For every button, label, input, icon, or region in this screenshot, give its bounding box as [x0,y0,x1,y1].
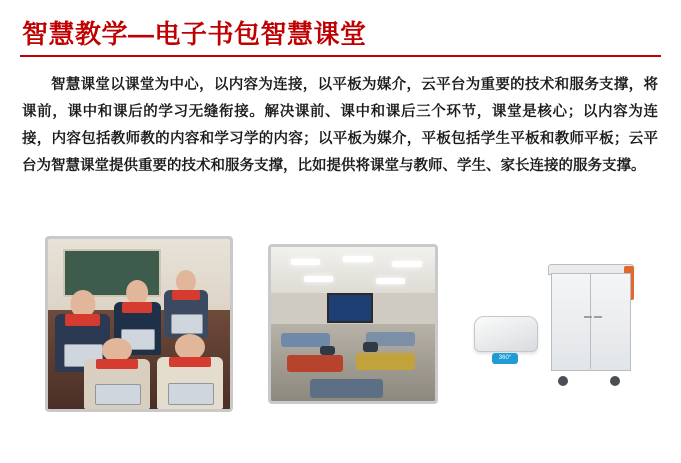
student-head [175,334,205,359]
charging-cart [548,264,632,386]
wireless-router-device [474,316,538,352]
cart-cabinet [551,273,631,371]
ceiling-light [291,259,321,265]
student-scarf [122,302,152,312]
student-scarf [96,359,138,369]
ceiling-light [376,278,406,284]
ceiling-light [343,256,373,262]
student-scarf [169,357,211,367]
classroom-students-tablets-photo [45,236,233,412]
laptop-on-desk [320,346,335,355]
student-tablet [171,314,203,334]
student-tablet [95,384,142,405]
student-tablet [168,383,215,404]
smart-classroom-room-photo [268,244,438,404]
body-paragraph: 智慧课堂以课堂为中心，以内容为连接，以平板为媒介，云平台为重要的技术和服务支撑，将课前，课中和课后的学习无缝衔接。解决课前、课中和课后三个环节，课堂是核心；以内容为连接，内容包括教师教的内容和学习学的内容；以平板为媒介，平板包括学生平板和教师平板；云平台为智慧课堂提供重要的技术和服务支撑，比如提供将课堂与教师、学生、家长连接的服务支撑。 [22,77,658,174]
student-figure [157,334,223,409]
ceiling-light [392,261,422,267]
ceiling-light [304,276,334,282]
student-scarf [172,290,200,300]
laptop-on-desk [363,342,378,351]
student-figure [84,338,150,409]
charging-cart-and-device-photo [470,254,645,404]
group-desk [287,355,343,372]
group-desk [356,353,415,370]
group-desk [310,379,382,397]
student-figure [164,270,208,338]
cart-door-handle [584,316,592,318]
ceiling [271,247,435,293]
cart-door-handle [594,316,602,318]
cart-door-split [590,273,591,369]
display-screen [327,293,374,323]
student-scarf [65,314,100,325]
cart-wheel [610,376,620,386]
page-title: 智慧教学—电子书包智慧课堂 [22,19,367,49]
cart-wheel [558,376,568,386]
coverage-badge: 360° [492,353,518,364]
photo-row [0,232,681,412]
title-divider [20,55,661,57]
